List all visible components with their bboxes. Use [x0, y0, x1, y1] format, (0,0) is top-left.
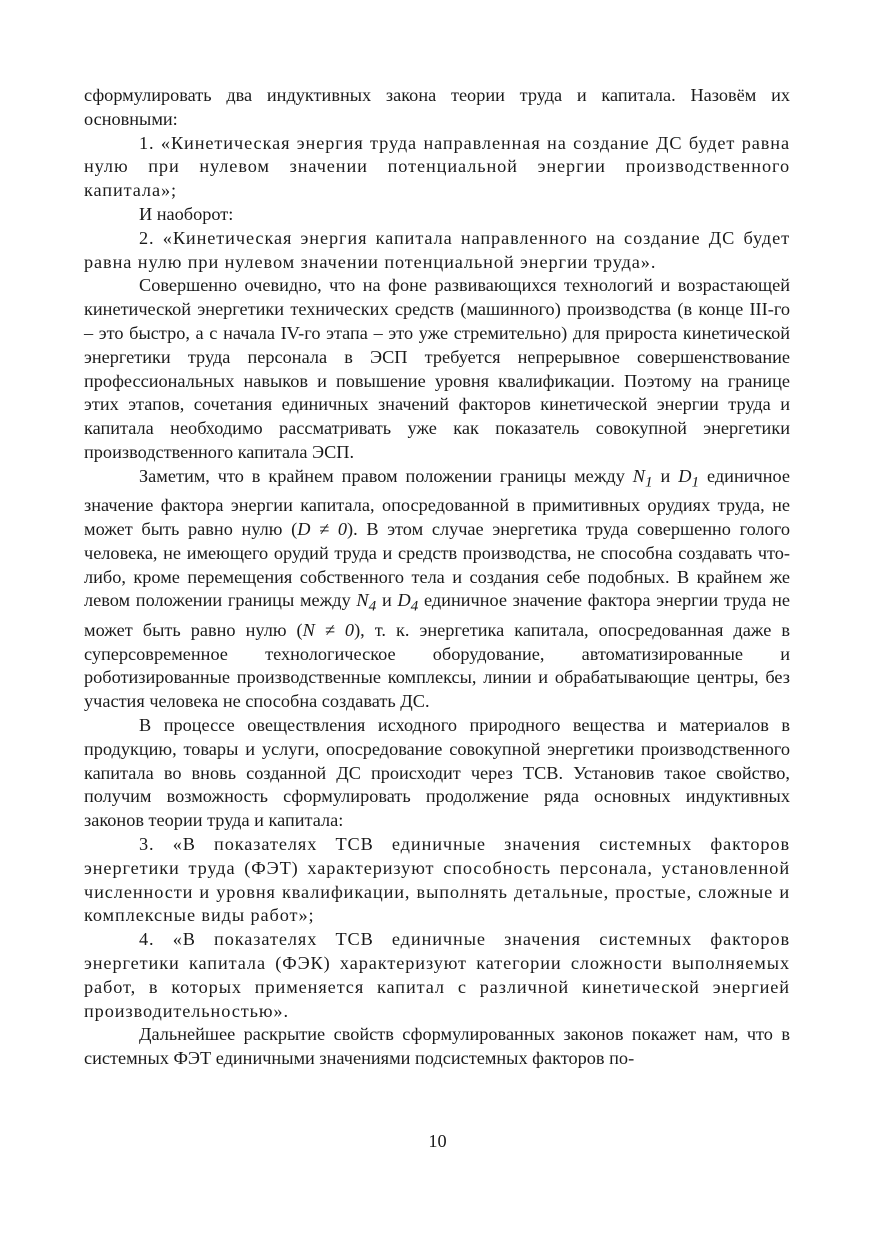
law-1: 1. «Кинетическая энергия труда направленная на создание ДС будет равна нулю при нулевом значении потенциальной энергии производственного капитала»; [84, 132, 790, 201]
note-text-3: единичное значение фактора энергии капитала, опосредованной в примитивных орудиях труда, не может быть равно нулю ( [84, 465, 790, 539]
var-d4-letter: D [397, 590, 411, 611]
note-text-1: Заметим, что в крайнем правом положении границы между [139, 465, 633, 486]
paragraph-note [84, 465, 790, 714]
var-d1-index: 1 [691, 473, 700, 491]
paragraph-intro: сформулировать два индуктивных закона теории труда и капитала. Назовём их основными: [84, 85, 790, 129]
var-d4 [397, 590, 419, 616]
paragraph-process: В процессе овеществления исходного природного вещества и материалов в продукцию, товары и услуги, опосредование совокупной энергетики производственного капитала во вновь созданной ДС происходит через ТСВ. Установив такое свойство, получим возможность сформулировать продолжение ряда основных индуктивных законов теории труда и капитала: [84, 715, 790, 831]
var-n4-index: 4 [368, 598, 377, 616]
paragraph-conversely: И наоборот: [139, 203, 234, 224]
condition-n-nonzero: N ≠ 0 [302, 619, 355, 640]
note-text-4: ). В этом случае энергетика труда совершенно голого человека, не имеющего орудий труда и средств производства, не способна создавать что-либо, кроме перемещения собственного тела и создания себе подобных. В крайнем же левом положении границы между [84, 519, 790, 611]
note-text-6: единичное значение фактора энергии труда не может быть равно нулю ( [84, 590, 790, 640]
note-text-2: и [652, 465, 679, 486]
var-d1-letter: D [678, 465, 692, 486]
law-4: 4. «В показателях ТСВ единичные значения системных факторов энергетики капитала (ФЭК) характеризуют категории сложности выполняемых работ, в которых применяется капитал с различной кинетической энергией производительностью». [84, 929, 790, 1021]
var-n4 [356, 590, 377, 616]
condition-d-nonzero: D ≠ 0 [297, 519, 347, 539]
law-2: 2. «Кинетическая энергия капитала направленного на создание ДС будет равна нулю при нулевом значении потенциальной энергии труда». [84, 227, 790, 272]
var-n1-index: 1 [644, 473, 653, 491]
var-d4-index: 4 [410, 598, 419, 616]
var-n1-letter: N [632, 465, 645, 486]
page-number: 10 [428, 1131, 447, 1151]
note-text-5: и [376, 590, 398, 611]
law-3: 3. «В показателях ТСВ единичные значения системных факторов энергетики труда (ФЭТ) характеризуют способность персонала, установленной численности и уровня квалификации, выполнять детальные, простые, сложные и комплексные виды работ»; [84, 834, 790, 926]
page-body [84, 84, 790, 1071]
var-n1 [632, 465, 653, 491]
var-d1 [678, 465, 700, 491]
note-text-7: ), т. к. энергетика капитала, опосредованная даже в суперсовременное технологическое оборудование, автоматизированные и роботизированные производственные комплексы, линии и обрабатывающие центры, без участия человека не способна создавать ДС. [84, 619, 790, 712]
var-n4-letter: N [356, 590, 369, 611]
paragraph-closing: Дальнейшее раскрытие свойств сформулированных законов покажет нам, что в системных ФЭТ единичными значениями подсистемных факторов по- [84, 1024, 790, 1069]
paragraph-obvious: Совершенно очевидно, что на фоне развивающихся технологий и возрастающей кинетической энергетики технических средств (машинного) производства (в конце III-го – это быстро, а с начала IV-го этапа – это уже стремительно) для прироста кинетической энергетики труда персонала в ЭСП требуется непрерывное совершенствование профессиональных навыков и повышение уровня квалификации. Поэтому на границе этих этапов, сочетания единичных значений факторов кинетической энергии труда и капитала необходимо рассматривать уже как показатель совокупной энергетики производственного капитала ЭСП. [84, 275, 790, 462]
